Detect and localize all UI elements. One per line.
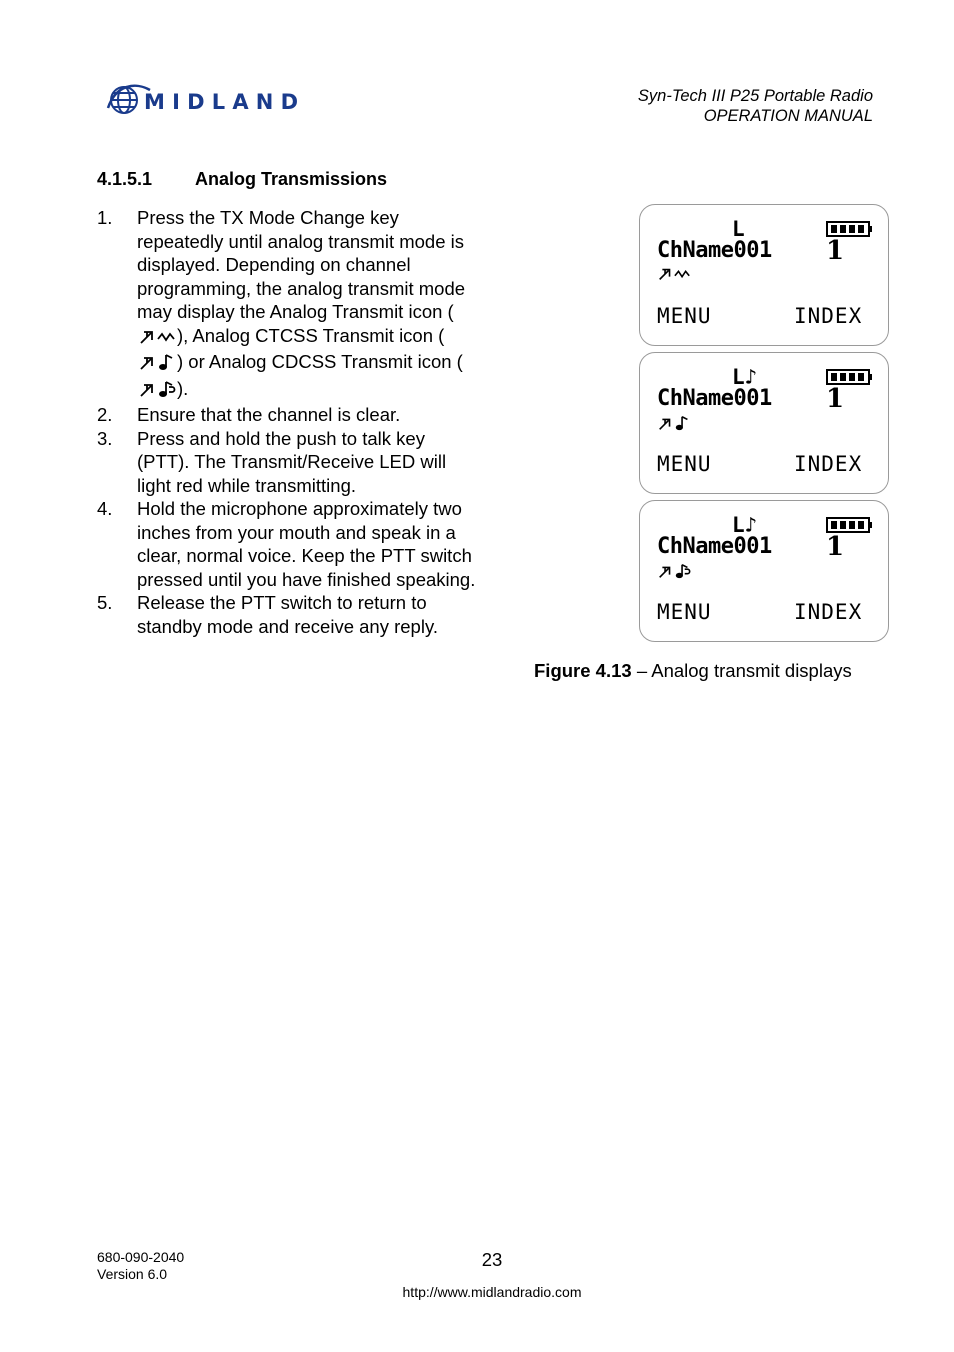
figure-caption — [534, 660, 852, 682]
channel-number: 1 — [826, 236, 845, 266]
display-top-indicator: L♪ — [732, 365, 758, 389]
channel-name: ChName001 — [657, 534, 772, 559]
softkey-menu: MENU — [657, 304, 712, 328]
display-top-indicator: L — [732, 217, 745, 241]
step-text: Ensure that the channel is clear. — [137, 404, 401, 425]
document-title — [638, 86, 873, 126]
page-number: 23 — [481, 1249, 503, 1270]
display-top-indicator: L♪ — [732, 513, 758, 537]
step-text: Press the TX Mode Change key repeatedly until analog transmit mode is displayed. Depending on channel programming, the analog transmit mode may display the Analog Transmit icon ( — [137, 207, 466, 322]
midland-logo — [106, 78, 306, 122]
radio-display-analog — [639, 204, 889, 346]
step-text: Release the PTT switch to return to standby mode and receive any reply. — [137, 592, 438, 637]
channel-name: ChName001 — [657, 238, 772, 263]
figure-caption-text: – Analog transmit displays — [631, 660, 852, 681]
channel-number: 1 — [826, 532, 845, 562]
step-number: 2. — [97, 404, 113, 425]
step-text: ). — [177, 377, 189, 399]
softkey-index: INDEX — [794, 600, 863, 624]
softkey-menu: MENU — [657, 452, 712, 476]
softkey-index: INDEX — [794, 452, 863, 476]
softkey-index: INDEX — [794, 304, 863, 328]
doc-number: 680-090-2040 — [97, 1249, 185, 1265]
figure-label: Figure 4.13 — [534, 660, 632, 681]
step-item — [97, 206, 477, 403]
step-number: 1. — [97, 207, 113, 228]
step-item — [97, 427, 477, 498]
step-text: Hold the microphone approximately two inches from your mouth and speak in a clear, normal voice. Keep the PTT switch pressed until you have finished speaking. — [137, 498, 476, 590]
analog-cdcss-transmit-icon — [138, 380, 176, 404]
channel-number: 1 — [826, 384, 845, 414]
analog-transmit-icon — [138, 327, 176, 351]
step-number: 5. — [97, 592, 113, 613]
analog-ctcss-transmit-icon — [657, 414, 691, 437]
analog-ctcss-transmit-icon — [138, 353, 176, 377]
document-title-line2: OPERATION MANUAL — [703, 107, 873, 125]
step-item — [97, 497, 477, 591]
document-title-line1: Syn-Tech III P25 Portable Radio — [637, 87, 873, 105]
softkey-menu: MENU — [657, 600, 712, 624]
step-item — [97, 403, 477, 427]
step-text: Press and hold the push to talk key (PTT). The Transmit/Receive LED will light red while transmitting. — [137, 427, 447, 496]
doc-version: Version 6.0 — [97, 1266, 168, 1282]
radio-display-cdcss — [639, 500, 889, 642]
steps-list — [97, 206, 477, 638]
analog-transmit-icon — [657, 266, 691, 287]
section-number: 4.1.5.1 — [97, 169, 153, 189]
step-number: 3. — [97, 427, 113, 449]
step-text: ), Analog CTCSS Transmit icon ( — [177, 324, 445, 346]
channel-name: ChName001 — [657, 386, 772, 411]
step-item — [97, 591, 477, 638]
logo-wordmark: MIDLAND — [144, 90, 298, 114]
section-title: Analog Transmissions — [195, 169, 388, 189]
step-text: ) or Analog CDCSS Transmit icon ( — [177, 351, 463, 372]
analog-cdcss-transmit-icon — [657, 562, 691, 585]
footer-url: http://www.midlandradio.com — [402, 1284, 582, 1300]
step-number: 4. — [97, 498, 113, 519]
radio-display-ctcss — [639, 352, 889, 494]
section-heading — [97, 169, 387, 190]
